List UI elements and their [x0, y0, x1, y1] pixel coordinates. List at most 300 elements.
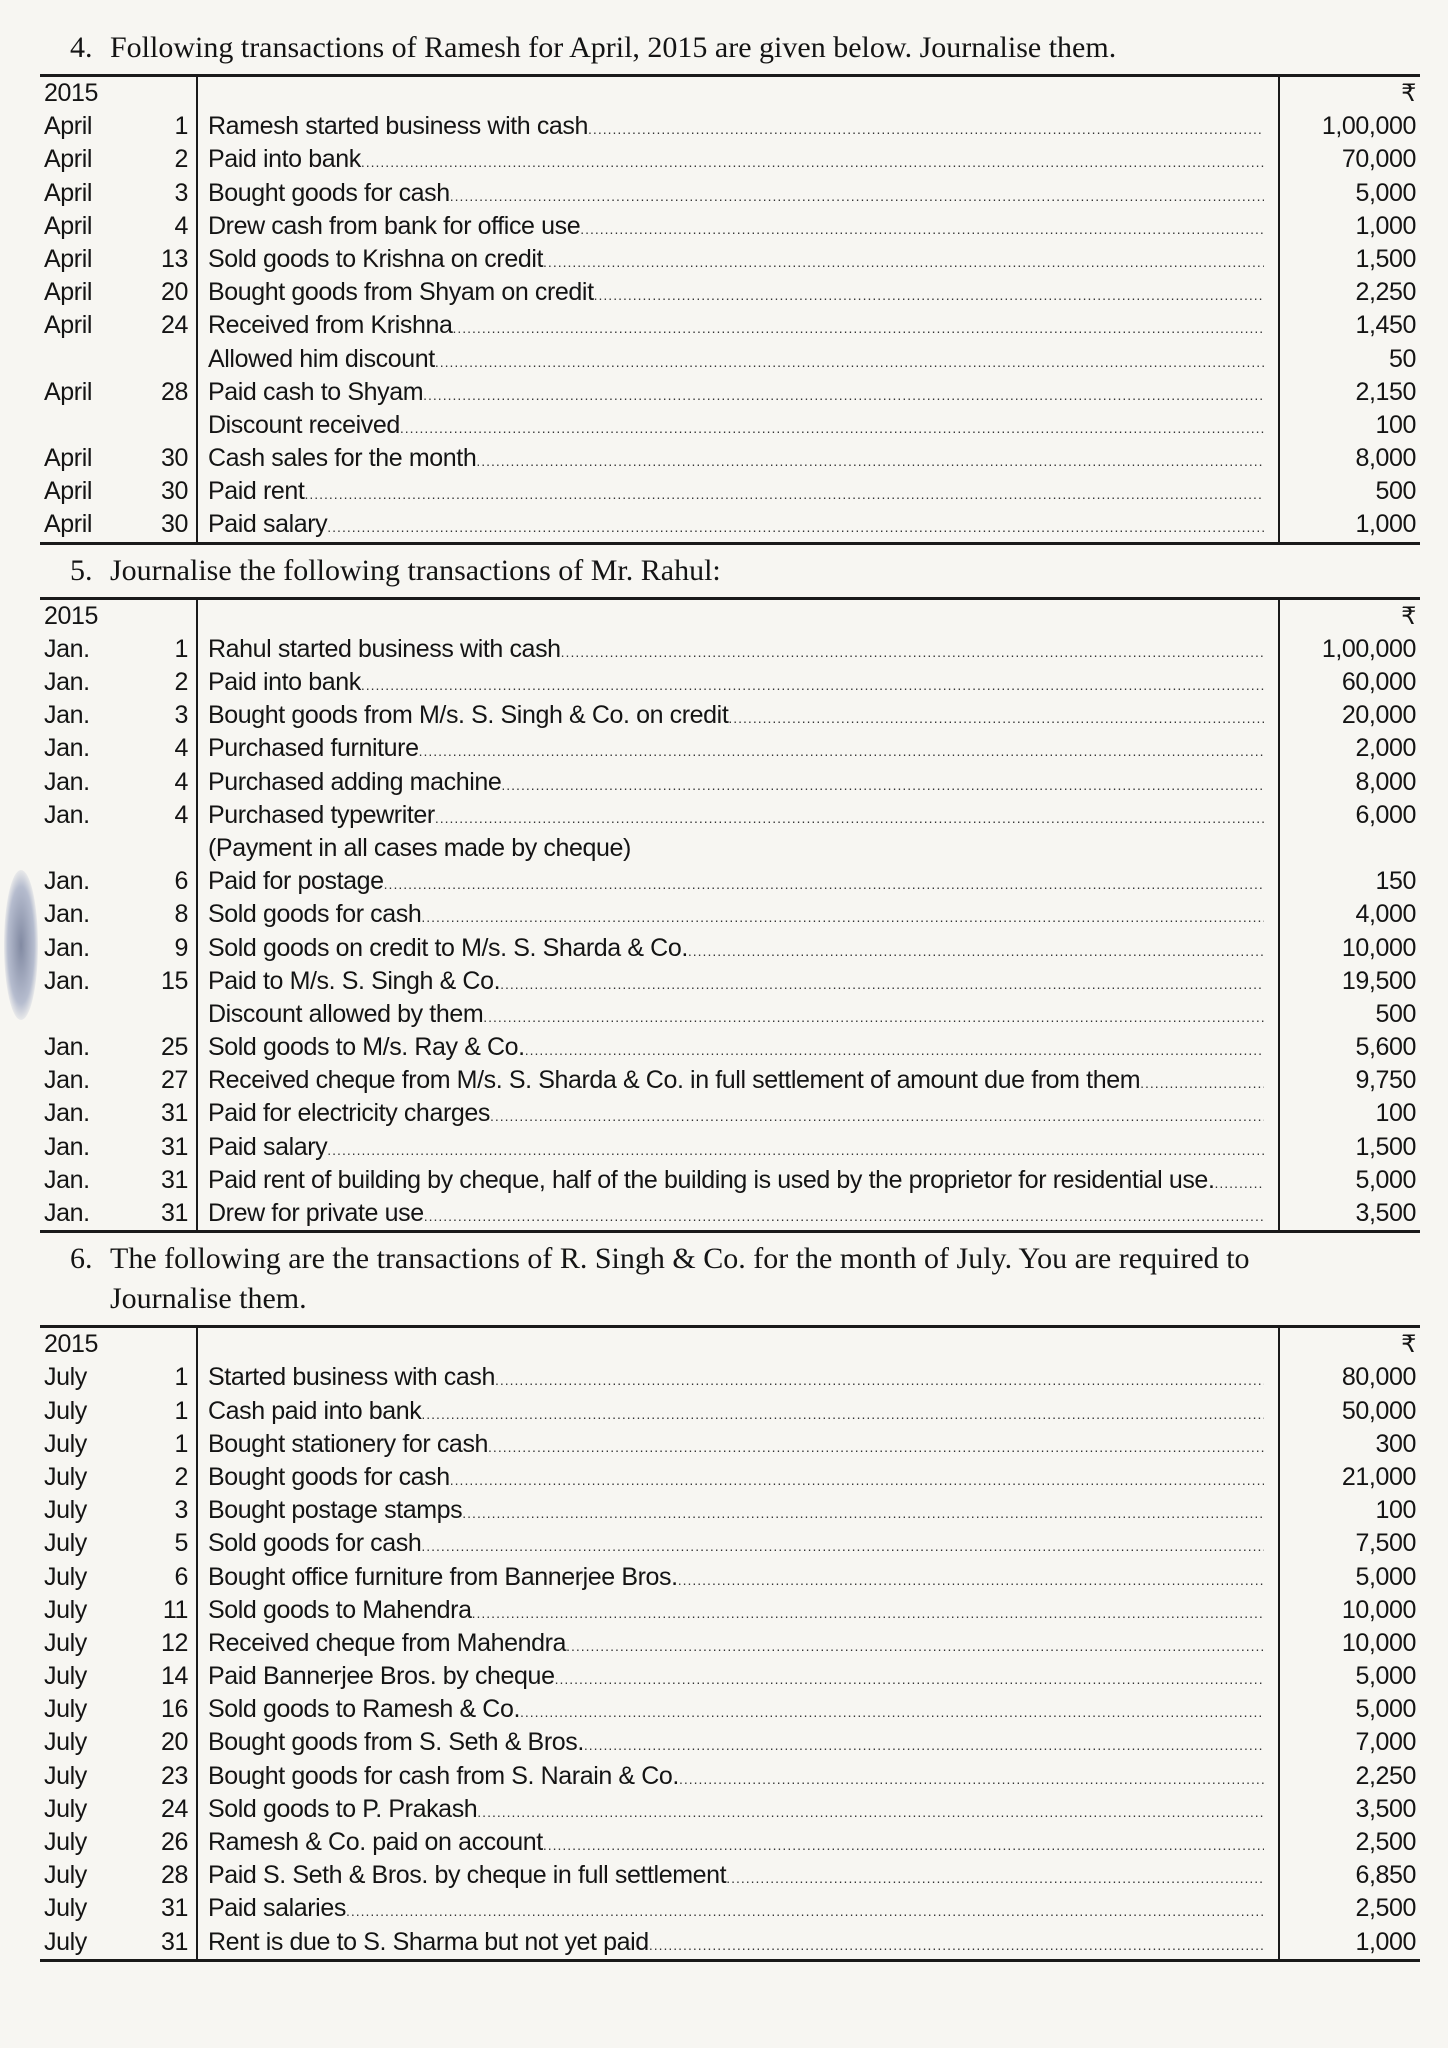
transaction-day: 12 [150, 1627, 198, 1660]
leader-dots [450, 180, 1264, 210]
transaction-day: 1 [150, 633, 198, 666]
transaction-row [40, 1859, 1420, 1892]
ledger-header-row [40, 77, 1420, 110]
transaction-description [198, 1527, 1278, 1560]
transaction-row [40, 799, 1420, 832]
transaction-row [40, 1197, 1420, 1230]
leader-dots [327, 1134, 1264, 1164]
transaction-text: Paid for electricity charges [208, 1099, 490, 1128]
transaction-row [40, 243, 1420, 276]
transaction-row [40, 1926, 1420, 1959]
description-spacer [198, 1328, 1278, 1361]
transaction-amount: 2,500 [1278, 1826, 1420, 1859]
transaction-day: 13 [150, 243, 198, 276]
transaction-amount: 1,000 [1278, 508, 1420, 541]
transaction-text: Paid S. Seth & Bros. by cheque in full settlement [208, 1861, 727, 1890]
transaction-day: 31 [150, 1892, 198, 1925]
transaction-description [198, 965, 1278, 998]
transaction-row [40, 1726, 1420, 1759]
leader-dots [327, 511, 1264, 541]
transaction-day: 30 [150, 442, 198, 475]
transaction-row [40, 998, 1420, 1031]
transaction-row [40, 1627, 1420, 1660]
transaction-amount: 500 [1278, 998, 1420, 1031]
transaction-text: Sold goods to Mahendra [208, 1595, 472, 1624]
transaction-day: 5 [150, 1527, 198, 1560]
transaction-day: 20 [150, 1726, 198, 1759]
transaction-month: July [44, 1562, 87, 1591]
transaction-description [198, 1164, 1278, 1197]
transaction-row [40, 1097, 1420, 1130]
leader-dots [728, 702, 1264, 732]
leader-dots [561, 636, 1264, 666]
transaction-day: 15 [150, 965, 198, 998]
transaction-day: 1 [150, 110, 198, 143]
transaction-day [150, 409, 198, 442]
transaction-description [198, 1064, 1278, 1097]
transaction-month: April [44, 145, 93, 174]
transaction-day: 31 [150, 1197, 198, 1230]
transaction-month: July [44, 1496, 87, 1525]
transaction-month: July [44, 1695, 87, 1724]
transaction-row [40, 1461, 1420, 1494]
q5-title [40, 551, 1420, 591]
leader-dots [520, 1696, 1264, 1726]
transaction-day: 2 [150, 143, 198, 176]
transaction-amount: 5,000 [1278, 1660, 1420, 1693]
transaction-amount: 3,500 [1278, 1793, 1420, 1826]
leader-dots [421, 1530, 1264, 1560]
transaction-text: Purchased typewriter [208, 800, 435, 829]
transaction-amount: 1,000 [1278, 1926, 1420, 1959]
transaction-row [40, 1561, 1420, 1594]
transaction-day: 14 [150, 1660, 198, 1693]
transaction-amount: 8,000 [1278, 442, 1420, 475]
leader-dots [580, 213, 1264, 243]
transaction-amount: 10,000 [1278, 1627, 1420, 1660]
transaction-amount: 300 [1278, 1428, 1420, 1461]
transaction-amount: 60,000 [1278, 666, 1420, 699]
transaction-amount: 9,750 [1278, 1064, 1420, 1097]
transaction-description [198, 1395, 1278, 1428]
transaction-month: April [44, 510, 93, 539]
transaction-row [40, 732, 1420, 765]
transaction-amount: 80,000 [1278, 1361, 1420, 1394]
transaction-text: Bought office furniture from Bannerjee Bros. [208, 1562, 678, 1591]
transaction-month: Jan. [44, 634, 90, 663]
transaction-text: Bought goods for cash [208, 178, 450, 207]
transaction-row [40, 666, 1420, 699]
transaction-amount: 5,000 [1278, 177, 1420, 210]
leader-dots [566, 1630, 1264, 1660]
transaction-row [40, 1494, 1420, 1527]
transaction-text: Paid rent of building by cheque, half of the building is used by the proprietor for residential use. [208, 1165, 1215, 1194]
transaction-text: Ramesh & Co. paid on account [208, 1828, 543, 1856]
leader-dots [555, 1663, 1264, 1693]
transaction-row [40, 1395, 1420, 1428]
transaction-text: Received cheque from M/s. S. Sharda & Co. in full settlement of amount due from them [208, 1066, 1141, 1095]
transaction-text: Bought stationery for cash [208, 1429, 489, 1458]
transaction-text: Bought goods for cash from S. Narain & Co. [208, 1761, 679, 1790]
transaction-day: 23 [150, 1760, 198, 1793]
transaction-day: 25 [150, 1031, 198, 1064]
transaction-description [198, 343, 1278, 376]
transaction-description [198, 1760, 1278, 1793]
transaction-description [198, 376, 1278, 409]
leader-dots [423, 379, 1264, 409]
transaction-row [40, 898, 1420, 931]
q4-title-text: Following transactions of Ramesh for April, 2015 are given below. Journalise them. [110, 31, 1117, 64]
transaction-day [150, 832, 198, 865]
transaction-day [150, 998, 198, 1031]
year-label: 2015 [44, 601, 99, 630]
transaction-month: April [44, 178, 93, 207]
transaction-row [40, 309, 1420, 342]
transaction-row [40, 1031, 1420, 1064]
leader-dots [490, 1100, 1264, 1130]
transaction-text: Paid to M/s. S. Singh & Co. [208, 966, 501, 995]
transaction-row [40, 1693, 1420, 1726]
transaction-month: Jan. [44, 933, 90, 962]
transaction-description [198, 1461, 1278, 1494]
q4-number: 4. [70, 31, 93, 64]
transaction-text: Cash paid into bank [208, 1396, 422, 1425]
transaction-description [198, 1097, 1278, 1130]
transaction-amount: 1,500 [1278, 1131, 1420, 1164]
transaction-day: 3 [150, 177, 198, 210]
leader-dots [384, 868, 1264, 898]
leader-dots [525, 1034, 1264, 1064]
transaction-month: July [44, 1529, 87, 1558]
transaction-text: Rahul started business with cash [208, 634, 561, 663]
transaction-description [198, 1428, 1278, 1461]
day-spacer [150, 77, 198, 110]
transaction-amount: 500 [1278, 475, 1420, 508]
transaction-month: July [44, 1595, 87, 1624]
leader-dots [472, 1597, 1264, 1627]
transaction-description [198, 766, 1278, 799]
currency-symbol: ₹ [1278, 600, 1420, 633]
leader-dots [361, 146, 1264, 176]
transaction-amount: 100 [1278, 1097, 1420, 1130]
transaction-day: 16 [150, 1693, 198, 1726]
transaction-amount: 4,000 [1278, 898, 1420, 931]
transaction-amount: 19,500 [1278, 965, 1420, 998]
transaction-day: 1 [150, 1361, 198, 1394]
transaction-month: July [44, 1861, 87, 1890]
transaction-text: Discount received [208, 410, 400, 439]
transaction-row [40, 409, 1420, 442]
leader-dots [462, 1497, 1264, 1527]
leader-dots [424, 1200, 1264, 1230]
transaction-description [198, 699, 1278, 732]
transaction-text: Paid into bank [208, 668, 361, 696]
transaction-text: Drew cash from bank for office use [208, 211, 581, 240]
year-label: 2015 [44, 79, 99, 107]
transaction-text: Drew for private use [208, 1199, 424, 1227]
transaction-day: 28 [150, 376, 198, 409]
transaction-text: Sold goods to Krishna on credit [208, 244, 544, 273]
transaction-month: July [44, 1462, 87, 1491]
transaction-month: Jan. [44, 1033, 90, 1062]
leader-dots [421, 1398, 1264, 1428]
transaction-amount: 5,000 [1278, 1693, 1420, 1726]
transaction-amount: 1,00,000 [1278, 633, 1420, 666]
transaction-text: Cash sales for the month [208, 444, 477, 473]
transaction-text: Sold goods to M/s. Ray & Co. [208, 1033, 525, 1062]
transaction-day: 31 [150, 1131, 198, 1164]
transaction-row [40, 343, 1420, 376]
q6-number: 6. [70, 1242, 93, 1276]
year-label: 2015 [44, 1330, 99, 1359]
transaction-day: 1 [150, 1395, 198, 1428]
transaction-month: Jan. [44, 701, 90, 730]
leader-dots [594, 279, 1264, 309]
ledger-header-row [40, 1328, 1420, 1361]
leader-dots [435, 346, 1264, 376]
transaction-row [40, 1131, 1420, 1164]
leader-dots [649, 1929, 1264, 1959]
transaction-month [40, 998, 150, 1031]
q4-title [40, 28, 1420, 68]
transaction-month: Jan. [44, 1066, 90, 1095]
transaction-row [40, 699, 1420, 732]
transaction-amount: 10,000 [1278, 1594, 1420, 1627]
q5-transactions-table [40, 597, 1420, 1234]
transaction-row [40, 1793, 1420, 1826]
transaction-text: Paid Bannerjee Bros. by cheque [208, 1662, 555, 1691]
transaction-amount: 5,000 [1278, 1561, 1420, 1594]
transaction-day: 4 [150, 732, 198, 765]
leader-dots [421, 901, 1264, 931]
transaction-day: 4 [150, 766, 198, 799]
transaction-description [198, 1793, 1278, 1826]
transaction-day: 30 [150, 475, 198, 508]
transaction-month: Jan. [44, 1199, 90, 1227]
transaction-text: Received cheque from Mahendra [208, 1628, 567, 1657]
transaction-month: Jan. [44, 767, 90, 796]
transaction-amount: 5,000 [1278, 1164, 1420, 1197]
leader-dots [688, 935, 1264, 965]
transaction-month: July [44, 1761, 87, 1790]
transaction-description [198, 1594, 1278, 1627]
transaction-month: Jan. [44, 1165, 90, 1194]
transaction-text: Paid salary [208, 1132, 328, 1161]
transaction-month: Jan. [44, 800, 90, 829]
transaction-month [40, 409, 150, 442]
transaction-text: Allowed him discount [208, 344, 435, 373]
transaction-amount: 7,500 [1278, 1527, 1420, 1560]
transaction-description [198, 177, 1278, 210]
transaction-description [198, 1627, 1278, 1660]
transaction-description [198, 1660, 1278, 1693]
transaction-row [40, 210, 1420, 243]
transaction-day: 6 [150, 1561, 198, 1594]
transaction-amount: 1,00,000 [1278, 110, 1420, 143]
transaction-row [40, 1164, 1420, 1197]
leader-dots [543, 1829, 1264, 1859]
transaction-day: 4 [150, 799, 198, 832]
transaction-month: July [44, 1628, 87, 1657]
transaction-description [198, 1826, 1278, 1859]
leader-dots [584, 1729, 1264, 1759]
transaction-row [40, 1527, 1420, 1560]
transaction-day: 3 [150, 699, 198, 732]
transaction-text: Paid cash to Shyam [208, 377, 424, 406]
transaction-text: Ramesh started business with cash [208, 112, 589, 141]
transaction-day: 30 [150, 508, 198, 541]
transaction-text: (Payment in all cases made by cheque) [208, 833, 631, 862]
transaction-text: Paid into bank [208, 145, 361, 174]
transaction-row [40, 1892, 1420, 1925]
transaction-amount: 8,000 [1278, 766, 1420, 799]
leader-dots [488, 1431, 1264, 1461]
transaction-row [40, 965, 1420, 998]
transaction-row [40, 276, 1420, 309]
transaction-text: Sold goods for cash [208, 1529, 422, 1558]
transaction-description [198, 932, 1278, 965]
transaction-description [198, 865, 1278, 898]
description-spacer [198, 77, 1278, 110]
transaction-amount: 50,000 [1278, 1395, 1420, 1428]
transaction-description [198, 475, 1278, 508]
transaction-amount: 2,250 [1278, 1760, 1420, 1793]
transaction-month [40, 343, 150, 376]
transaction-month: July [44, 1728, 87, 1757]
transaction-description [198, 1031, 1278, 1064]
transaction-amount [1278, 832, 1420, 865]
transaction-month: Jan. [44, 1132, 90, 1161]
transaction-row [40, 1760, 1420, 1793]
transaction-month: July [44, 1828, 87, 1856]
leader-dots [726, 1862, 1264, 1892]
leader-dots [477, 1796, 1264, 1826]
transaction-text: Sold goods for cash [208, 900, 422, 929]
leader-dots [1215, 1167, 1265, 1197]
transaction-description [198, 409, 1278, 442]
transaction-amount: 6,000 [1278, 799, 1420, 832]
transaction-description [198, 1131, 1278, 1164]
leader-dots [450, 1464, 1264, 1494]
transaction-row [40, 110, 1420, 143]
leader-dots [419, 735, 1264, 765]
transaction-month: Jan. [44, 668, 90, 696]
transaction-month: April [44, 377, 93, 406]
transaction-description [198, 832, 1278, 865]
transaction-text: Bought postage stamps [208, 1496, 463, 1525]
leader-dots [483, 1001, 1264, 1031]
q6-title [40, 1239, 1420, 1319]
transaction-amount: 6,850 [1278, 1859, 1420, 1892]
transaction-text: Received from Krishna [208, 311, 453, 340]
q5-number: 5. [70, 553, 93, 587]
scan-smudge [4, 870, 38, 1020]
transaction-month: July [44, 1396, 87, 1425]
q6-title-line2: Journalise them. [110, 1282, 307, 1316]
transaction-text: Bought goods from S. Seth & Bros. [208, 1728, 584, 1757]
transaction-description [198, 210, 1278, 243]
leader-dots [678, 1564, 1264, 1594]
transaction-month: Jan. [44, 867, 90, 896]
transaction-month: July [44, 1429, 87, 1458]
transaction-row [40, 1594, 1420, 1627]
transaction-amount: 7,000 [1278, 1726, 1420, 1759]
transaction-month: July [44, 1894, 87, 1923]
transaction-text: Purchased furniture [208, 734, 419, 763]
transaction-description [198, 1494, 1278, 1527]
transaction-day: 9 [150, 932, 198, 965]
transaction-amount: 150 [1278, 865, 1420, 898]
leader-dots [452, 312, 1264, 342]
transaction-text: Started business with cash [208, 1363, 495, 1392]
transaction-description [198, 508, 1278, 541]
transaction-row [40, 766, 1420, 799]
transaction-text: Bought goods from Shyam on credit [208, 278, 594, 307]
transaction-text: Rent is due to S. Sharma but not yet paid [208, 1927, 649, 1956]
transaction-description [198, 1859, 1278, 1892]
transaction-day: 4 [150, 210, 198, 243]
transaction-row [40, 1826, 1420, 1859]
transaction-amount: 3,500 [1278, 1197, 1420, 1230]
leader-dots [679, 1763, 1264, 1793]
transaction-day: 20 [150, 276, 198, 309]
transaction-description [198, 1693, 1278, 1726]
transaction-month: Jan. [44, 734, 90, 763]
transaction-description [198, 243, 1278, 276]
transaction-row [40, 508, 1420, 541]
q4-transactions-table [40, 74, 1420, 545]
transaction-amount: 2,150 [1278, 376, 1420, 409]
transaction-month: April [44, 477, 93, 506]
leader-dots [500, 968, 1264, 998]
transaction-day: 28 [150, 1859, 198, 1892]
description-spacer [198, 600, 1278, 633]
transaction-amount: 100 [1278, 1494, 1420, 1527]
transaction-amount: 10,000 [1278, 932, 1420, 965]
day-spacer [150, 600, 198, 633]
leader-dots [361, 669, 1264, 699]
transaction-text: Sold goods to P. Prakash [208, 1794, 478, 1823]
transaction-amount: 2,250 [1278, 276, 1420, 309]
ledger-header-row [40, 600, 1420, 633]
transaction-row [40, 633, 1420, 666]
currency-symbol: ₹ [1278, 1328, 1420, 1361]
transaction-row [40, 865, 1420, 898]
leader-dots [495, 1364, 1264, 1394]
transaction-row [40, 1660, 1420, 1693]
transaction-month: Jan. [44, 900, 90, 929]
transaction-month: April [44, 112, 93, 141]
leader-dots [476, 445, 1264, 475]
transaction-day: 24 [150, 309, 198, 342]
q5-title-text: Journalise the following transactions of Mr. Rahul: [110, 553, 721, 587]
transaction-day: 6 [150, 865, 198, 898]
transaction-description [198, 998, 1278, 1031]
transaction-month: July [44, 1927, 87, 1956]
transaction-amount: 1,500 [1278, 243, 1420, 276]
transaction-text: Sold goods on credit to M/s. S. Sharda & Co. [208, 933, 688, 962]
transaction-day: 26 [150, 1826, 198, 1859]
currency-symbol: ₹ [1278, 77, 1420, 110]
transaction-description [198, 442, 1278, 475]
transaction-description [198, 276, 1278, 309]
transaction-month: April [44, 278, 93, 307]
transaction-row [40, 1428, 1420, 1461]
transaction-amount: 50 [1278, 343, 1420, 376]
transaction-description [198, 1361, 1278, 1394]
transaction-day: 31 [150, 1926, 198, 1959]
transaction-row [40, 475, 1420, 508]
